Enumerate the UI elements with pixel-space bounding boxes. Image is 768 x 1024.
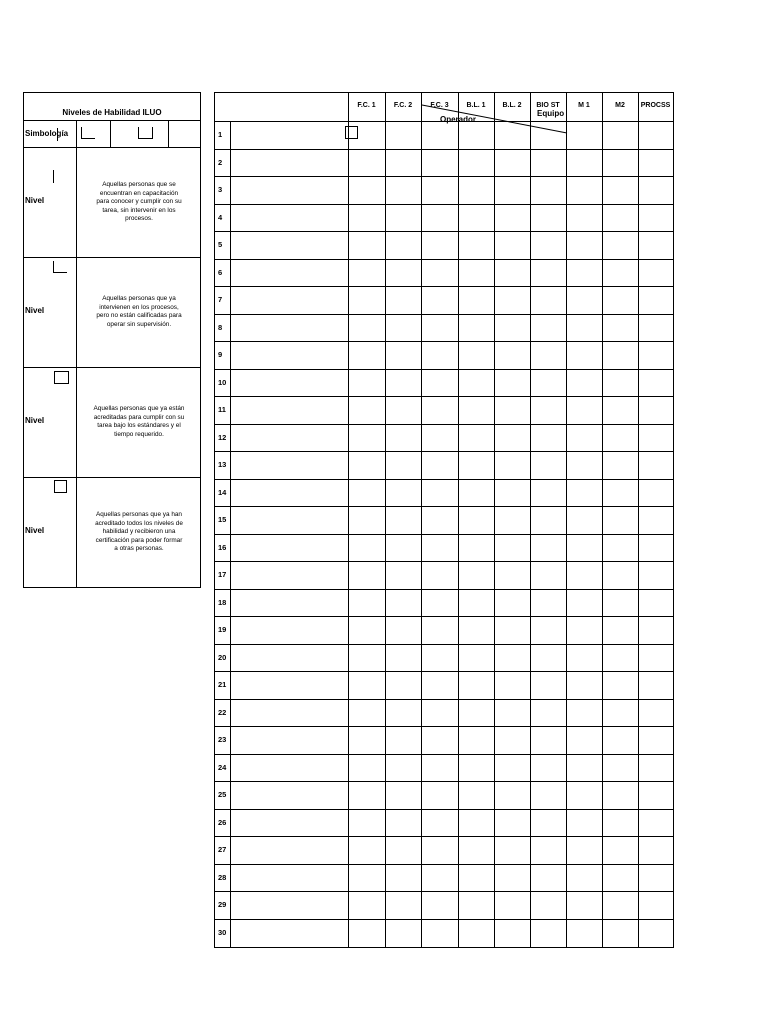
grid-divider [215,314,673,315]
U-icon [54,371,69,384]
row-number: 26 [218,818,227,827]
level-row-u [24,368,200,478]
row-number: 1 [218,130,223,139]
row-number: 7 [218,295,223,304]
level-description: Aquellas personas que ya han acreditado todos los niveles de habilidad y recibieron una certificación para poder formar a otras personas. [95,511,183,553]
row-number: 13 [218,460,227,469]
row-number: 28 [218,873,227,882]
row-number: 12 [218,433,227,442]
grid-divider [215,836,673,837]
row-number: 10 [218,378,227,387]
row-number: 19 [218,625,227,634]
grid-divider [215,699,673,700]
legend-divider [110,121,111,148]
grid-divider [215,809,673,810]
simbologia-row [24,121,200,148]
grid-divider [215,561,673,562]
grid-divider [458,93,459,947]
grid-divider [215,149,673,150]
grid-divider [215,451,673,452]
grid-divider [215,176,673,177]
grid-divider [215,644,673,645]
grid-divider [215,479,673,480]
row-number: 4 [218,213,223,222]
L-icon [81,127,95,139]
grid-divider [215,754,673,755]
level-description: Aquellas personas que se encuentran en capacitación para conocer y cumplir con su tarea, sin intervenir en los procesos. [96,181,182,223]
grid-divider [215,589,673,590]
grid-divider [215,121,673,122]
column-header: F.C. 3 [430,102,449,109]
column-header: F.C. 2 [393,102,413,109]
iluo-legend-panel [23,92,201,588]
column-header: B.L. 2 [502,102,522,109]
L-icon [53,261,67,273]
level-row-o [24,478,200,588]
column-header: M 1 [578,102,590,109]
nivel-label: Nivel [25,416,45,425]
column-header: BIO ST [536,102,560,109]
legend-title: Niveles de Habilidad ILUO [24,93,200,121]
grid-divider [602,93,603,947]
row-number: 5 [218,240,223,249]
column-header: PROCSS [640,102,671,109]
column-header: B.L. 1 [466,102,486,109]
nivel-label: Nivel [25,196,45,205]
operator-equipment-grid [214,92,674,948]
box-icon [54,480,67,493]
level-description: Aquellas personas que ya están acreditadas para cumplir con su tarea bajo los estándares y el tiempo requerido. [93,405,185,438]
legend-divider [76,121,77,148]
I-icon [53,170,54,183]
grid-divider [215,616,673,617]
row-number: 30 [218,928,227,937]
column-header: F.C. 1 [357,102,376,109]
row-number: 8 [218,323,223,332]
row-number: 17 [218,570,227,579]
grid-divider [638,93,639,947]
U-icon [138,127,153,139]
grid-divider [215,341,673,342]
row-number: 11 [218,405,226,414]
grid-divider [215,891,673,892]
row-number: 6 [218,268,223,277]
grid-divider [348,93,349,947]
grid-divider [215,506,673,507]
grid-divider [215,396,673,397]
level-row-i [24,148,200,258]
row-number: 15 [218,515,227,524]
grid-divider [215,726,673,727]
grid-divider [215,369,673,370]
grid-divider [215,286,673,287]
grid-divider [215,424,673,425]
grid-divider [385,93,386,947]
grid-divider [494,93,495,947]
column-header: M2 [615,102,625,109]
legend-divider [168,121,169,148]
operador-label: Operador [440,115,477,124]
row-number: 9 [218,350,223,359]
row-number: 23 [218,735,227,744]
grid-divider [421,93,422,947]
row-number: 29 [218,900,227,909]
row-number: 16 [218,543,227,552]
row-number: 3 [218,185,223,194]
nivel-label: Nivel [25,306,45,315]
grid-divider [215,204,673,205]
grid-divider [215,259,673,260]
row-number: 14 [218,488,227,497]
equipo-label: Equipo [537,109,565,118]
grid-divider [215,919,673,920]
operador-equipo-diagonal [215,93,675,949]
row-number: 18 [218,598,227,607]
row-number: 20 [218,653,227,662]
row-number: 2 [218,158,223,167]
grid-divider [215,534,673,535]
I-icon [57,128,58,141]
simbologia-label: Simbología [25,129,69,138]
grid-divider [215,864,673,865]
box-icon [345,126,358,139]
grid-divider [530,93,531,947]
grid-divider [215,231,673,232]
grid-divider [215,781,673,782]
row-number: 27 [218,845,227,854]
level-row-l [24,258,200,368]
grid-divider [566,93,567,947]
row-number: 24 [218,763,227,772]
row-number: 22 [218,708,227,717]
nivel-label: Nivel [25,526,45,535]
row-number: 25 [218,790,227,799]
level-description: Aquellas personas que ya intervienen en los procesos, pero no están calificadas para operar sin supervisión. [96,295,182,328]
grid-divider [215,671,673,672]
row-number: 21 [218,680,227,689]
